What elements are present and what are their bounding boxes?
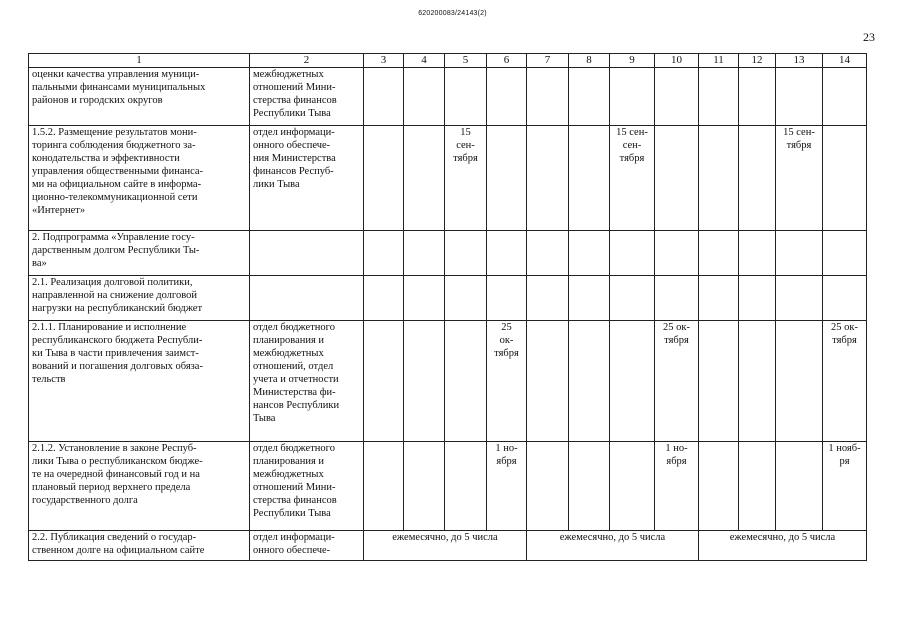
- responsible-cell: отдел бюджетного планирования и межбюджетных отношений Мини- стерства финансов Республики Тыва: [250, 442, 364, 531]
- page-number: 23: [863, 30, 875, 44]
- table-row: [29, 276, 867, 321]
- table-row: [29, 126, 867, 231]
- deadline-cell: 1 но- ября: [655, 442, 699, 531]
- header-cell: 9: [610, 54, 655, 68]
- header-cell: 2: [250, 54, 364, 68]
- deadline-cell: 25 ок- тября: [487, 321, 527, 442]
- activity-cell: оценки качества управления муници- пальными финансами муниципальных районов и городских округов: [29, 68, 250, 126]
- header-cell: 14: [823, 54, 867, 68]
- responsible-cell: отдел бюджетного планирования и межбюджетных отношений, отдел учета и отчетности Министерства фи- нансов Республики Тыва: [250, 321, 364, 442]
- header-cell: 8: [569, 54, 610, 68]
- activity-cell: 2.1. Реализация долговой политики, направленной на снижение долговой нагрузки на республиканский бюджет: [29, 276, 250, 321]
- deadline-cell: 25 ок- тября: [823, 321, 867, 442]
- deadline-cell: 1 нояб- ря: [823, 442, 867, 531]
- document-id: 620200083/24143(2): [418, 10, 487, 17]
- deadline-cell: 15 сен- тября: [445, 126, 487, 231]
- deadline-cell: 15 сен- сен- тября: [610, 126, 655, 231]
- monthly-deadline-cell: ежемесячно, до 5 числа: [364, 531, 527, 561]
- activity-cell: 2.1.2. Установление в законе Респуб- лики Тыва о республиканском бюдже- те на очередной финансовый год и на плановый период верхнего предела государственного долга: [29, 442, 250, 531]
- activity-cell: 2.2. Публикация сведений о государ- ственном долге на официальном сайте: [29, 531, 250, 561]
- header-row: [29, 54, 867, 68]
- deadline-cell: 15 сен- тября: [776, 126, 823, 231]
- monthly-deadline-cell: ежемесячно, до 5 числа: [527, 531, 699, 561]
- deadline-cell: 1 но- ября: [487, 442, 527, 531]
- header-cell: 12: [739, 54, 776, 68]
- deadline-cell: 25 ок- тября: [655, 321, 699, 442]
- header-cell: 4: [404, 54, 445, 68]
- header-cell: 13: [776, 54, 823, 68]
- header-cell: 5: [445, 54, 487, 68]
- header-cell: 11: [699, 54, 739, 68]
- table-row: [29, 68, 867, 126]
- header-cell: 3: [364, 54, 404, 68]
- table-row: [29, 231, 867, 276]
- responsible-cell: отдел информаци- онного обеспече- ния Министерства финансов Респуб- лики Тыва: [250, 126, 364, 231]
- table-row: [29, 442, 867, 531]
- activity-cell: 2. Подпрограмма «Управление госу- дарственным долгом Республики Ты- ва»: [29, 231, 250, 276]
- monthly-deadline-cell: ежемесячно, до 5 числа: [699, 531, 867, 561]
- header-cell: 1: [29, 54, 250, 68]
- responsible-cell: отдел информаци- онного обеспече-: [250, 531, 364, 561]
- responsible-cell: межбюджетных отношений Мини- стерства финансов Республики Тыва: [250, 68, 364, 126]
- schedule-table: [28, 53, 867, 561]
- table-row: [29, 321, 867, 442]
- header-cell: 7: [527, 54, 569, 68]
- activity-cell: 2.1.1. Планирование и исполнение республиканского бюджета Республи- ки Тыва в части привлечения заимст- вований и погашения долговых обяза- тельств: [29, 321, 250, 442]
- table-row: [29, 531, 867, 561]
- header-cell: 10: [655, 54, 699, 68]
- activity-cell: 1.5.2. Размещение результатов мони- торинга соблюдения бюджетного за- конодательства и эффективности управления общественными финанса- ми на официальном сайте в информа- ционно-телекоммуникационной сети «Интернет»: [29, 126, 250, 231]
- header-cell: 6: [487, 54, 527, 68]
